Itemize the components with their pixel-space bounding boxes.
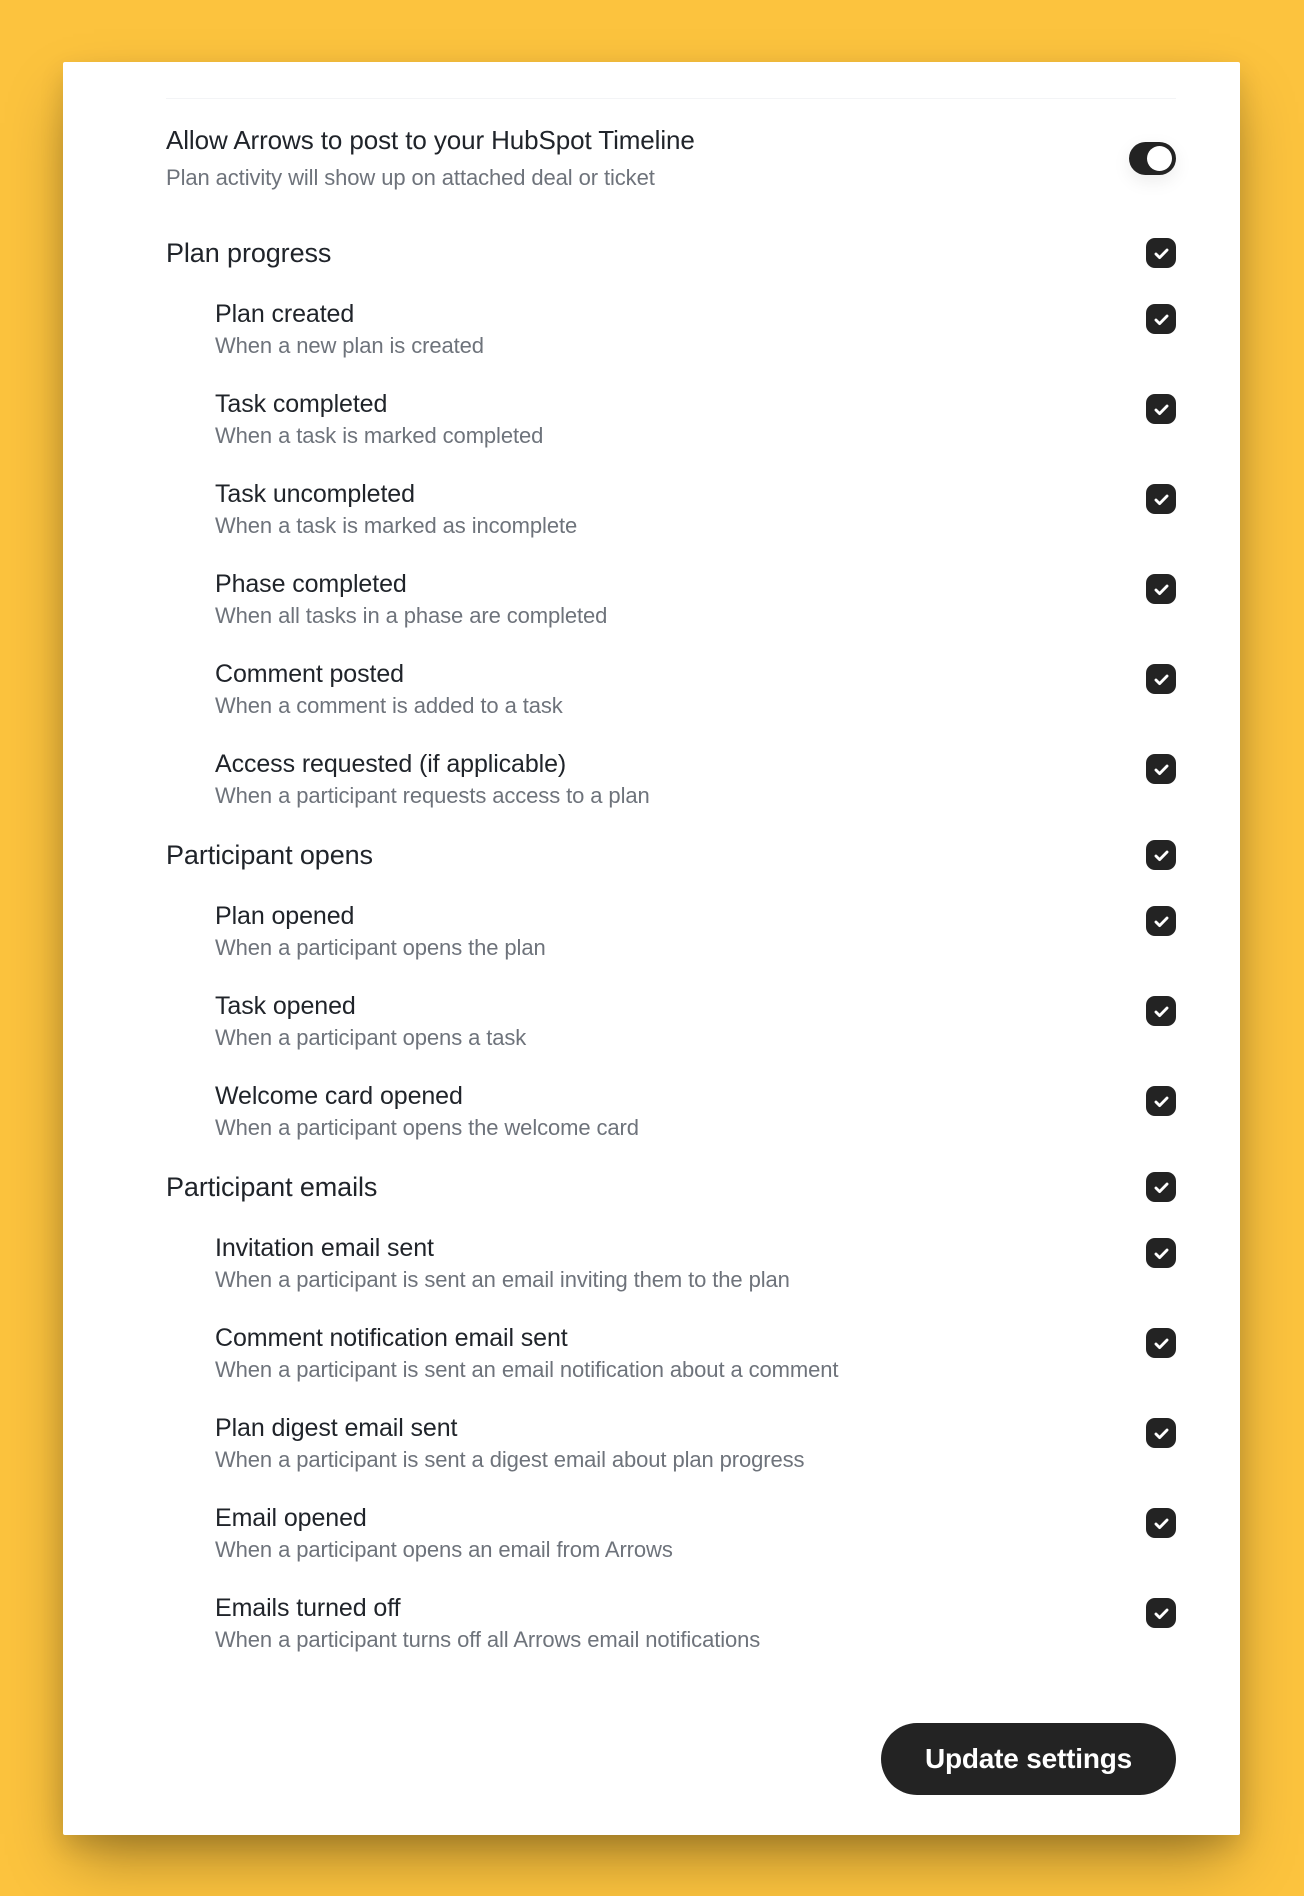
notification-item-checkbox[interactable] [1146,304,1176,334]
notification-item-checkbox[interactable] [1146,1328,1176,1358]
notification-item-title: Email opened [215,1504,367,1532]
section-checkbox[interactable] [1146,238,1176,268]
notification-item-text [215,1593,760,1653]
notification-item-checkbox[interactable] [1146,1086,1176,1116]
notification-item-subtitle: When a participant is sent an email notification about a comment [215,1357,839,1382]
checkmark-icon [1152,1178,1171,1197]
notification-item-title: Comment notification email sent [215,1324,568,1352]
checkmark-icon [1152,1244,1171,1263]
update-settings-button[interactable]: Update settings [881,1723,1176,1795]
notification-item-title: Access requested (if applicable) [215,750,567,778]
notification-item-subtitle: When a participant opens an email from Arrows [215,1537,673,1562]
notification-item-subtitle: When a participant is sent an email inviting them to the plan [215,1267,790,1292]
notification-item-title: Emails turned off [215,1594,401,1622]
notification-item-title: Plan created [215,300,355,328]
notification-item-subtitle: When a participant opens the plan [215,935,546,960]
checkmark-icon [1152,244,1171,263]
section-heading-row [166,237,1176,269]
section-items [166,299,1176,839]
notification-item-row [215,749,1176,809]
notification-item-checkbox[interactable] [1146,754,1176,784]
notification-item-subtitle: When a participant turns off all Arrows email notifications [215,1627,761,1652]
checkmark-icon [1152,846,1171,865]
notification-item-title: Welcome card opened [215,1082,463,1110]
notification-item-checkbox[interactable] [1146,1598,1176,1628]
notification-item-row [215,1503,1176,1563]
notification-item-text [215,1233,790,1293]
notification-item-checkbox[interactable] [1146,484,1176,514]
notification-item-row [215,1593,1176,1653]
notification-item-subtitle: When a comment is added to a task [215,693,563,718]
hubspot-timeline-subtitle: Plan activity will show up on attached deal or ticket [166,165,655,190]
notification-item-subtitle: When a new plan is created [215,333,484,358]
section-heading-row [166,1171,1176,1203]
notification-item-title: Phase completed [215,570,407,598]
notification-item-checkbox[interactable] [1146,996,1176,1026]
checkmark-icon [1152,1092,1171,1111]
checkmark-icon [1152,400,1171,419]
settings-panel [63,62,1240,1835]
notification-section [166,237,1176,839]
notification-item-text [215,299,484,359]
section-heading-label: Plan progress [166,238,332,268]
notification-item-text [215,1323,838,1383]
notification-item-checkbox[interactable] [1146,664,1176,694]
checkmark-icon [1152,580,1171,599]
notification-item-subtitle: When a participant is sent a digest email about plan progress [215,1447,805,1472]
notification-item-text [215,1503,673,1563]
notification-item-row [215,991,1176,1051]
section-heading-label: Participant opens [166,840,373,870]
notification-item-title: Invitation email sent [215,1234,434,1262]
notification-item-text [215,659,563,719]
notification-item-row [215,1323,1176,1383]
footer [166,1723,1176,1795]
notification-item-title: Plan opened [215,902,355,930]
notification-item-row [215,479,1176,539]
notification-item-text [215,569,607,629]
hubspot-timeline-setting-row [166,125,1176,191]
hubspot-timeline-toggle[interactable] [1129,142,1176,175]
notification-section [166,839,1176,1171]
checkmark-icon [1152,490,1171,509]
checkmark-icon [1152,1604,1171,1623]
notification-item-checkbox[interactable] [1146,1508,1176,1538]
notification-item-subtitle: When a task is marked as incomplete [215,513,578,538]
notification-section [166,1171,1176,1683]
notification-item-row [215,569,1176,629]
section-checkbox[interactable] [1146,1172,1176,1202]
notification-item-row [215,1081,1176,1141]
notification-item-text [215,479,577,539]
notification-item-title: Comment posted [215,660,404,688]
settings-content [63,62,1240,1835]
top-divider [166,98,1176,99]
notification-item-row [215,901,1176,961]
section-checkbox[interactable] [1146,840,1176,870]
notification-item-checkbox[interactable] [1146,1418,1176,1448]
section-items [166,901,1176,1171]
notification-item-text [215,1413,804,1473]
notification-item-checkbox[interactable] [1146,1238,1176,1268]
notification-item-subtitle: When a participant opens a task [215,1025,527,1050]
hubspot-timeline-text [166,125,695,191]
toggle-knob [1147,146,1172,171]
notification-item-text [215,1081,639,1141]
notification-item-row [215,1233,1176,1293]
hubspot-timeline-title: Allow Arrows to post to your HubSpot Timeline [166,125,695,155]
notification-item-subtitle: When a participant opens the welcome card [215,1115,639,1140]
notification-item-text [215,901,546,961]
notification-item-text [215,749,650,809]
section-items [166,1233,1176,1683]
notification-item-row [215,1413,1176,1473]
notification-sections [166,237,1176,1683]
notification-item-subtitle: When a task is marked completed [215,423,544,448]
notification-item-row [215,659,1176,719]
section-heading-label: Participant emails [166,1172,378,1202]
checkmark-icon [1152,1002,1171,1021]
checkmark-icon [1152,912,1171,931]
section-heading-row [166,839,1176,871]
checkmark-icon [1152,310,1171,329]
notification-item-text [215,991,526,1051]
notification-item-checkbox[interactable] [1146,574,1176,604]
notification-item-title: Plan digest email sent [215,1414,458,1442]
checkmark-icon [1152,760,1171,779]
notification-item-title: Task uncompleted [215,480,415,508]
notification-item-title: Task opened [215,992,356,1020]
checkmark-icon [1152,670,1171,689]
notification-item-checkbox[interactable] [1146,394,1176,424]
checkmark-icon [1152,1334,1171,1353]
checkmark-icon [1152,1514,1171,1533]
notification-item-checkbox[interactable] [1146,906,1176,936]
notification-item-subtitle: When a participant requests access to a plan [215,783,650,808]
notification-item-row [215,389,1176,449]
notification-item-title: Task completed [215,390,388,418]
notification-item-row [215,299,1176,359]
checkmark-icon [1152,1424,1171,1443]
notification-item-subtitle: When all tasks in a phase are completed [215,603,608,628]
notification-item-text [215,389,543,449]
